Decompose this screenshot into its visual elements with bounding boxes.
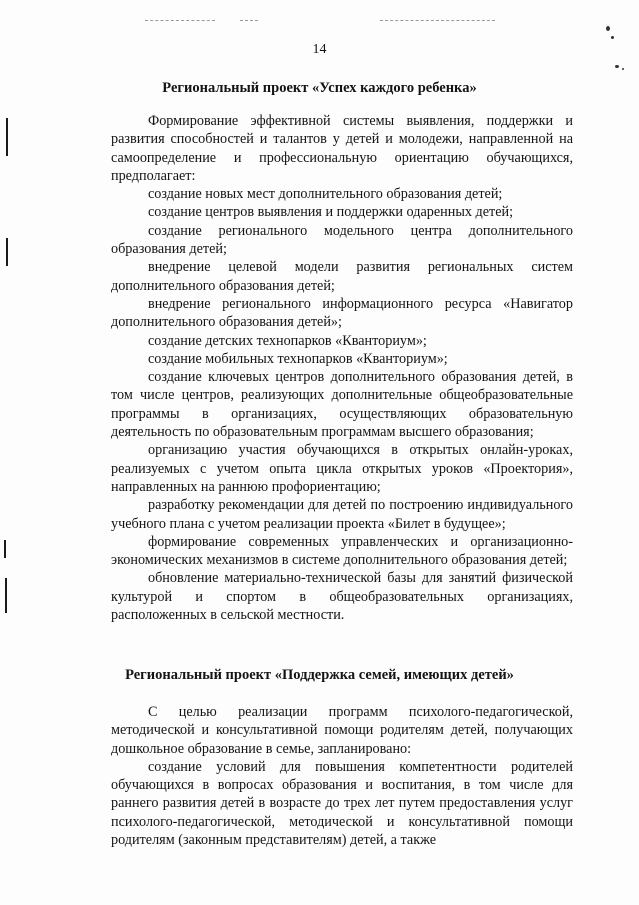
list-item: создание регионального модельного центра дополнительного образования детей; <box>111 222 573 258</box>
section-title: Региональный проект «Успех каждого ребенка» <box>162 80 477 96</box>
paragraph: Формирование эффективной системы выявления, поддержки и развития способностей и талантов у детей и молодежи, направленной на самоопределение и профессиональную ориентацию обучающихся, предполагает: <box>111 113 573 184</box>
scan-left-edge-mark <box>6 238 8 266</box>
scan-top-edge <box>240 20 258 21</box>
list-item: создание новых мест дополнительного образования детей; <box>148 186 503 203</box>
list-item: создание детских технопарков «Кванториум»; <box>148 332 427 349</box>
list-item: создание условий для повышения компетентности родителей обучающихся в вопросах образования и воспитания, в том числе для раннего развития детей в возрасте до трех лет путем предоставления услуг психолого-педагогической, методической и консультативной помощи родителям (законным представителям) детей, а также <box>111 758 573 849</box>
scan-left-edge-mark <box>5 578 7 613</box>
list-item: создание мобильных технопарков «Кванториум»; <box>148 350 448 367</box>
scan-left-edge-mark <box>6 118 8 156</box>
list-item: создание центров выявления и поддержки одаренных детей; <box>148 204 514 221</box>
list-item: создание ключевых центров дополнительного образования детей, в том числе центров, реализующих дополнительные общеобразовательные программы в организациях, осуществляющих образовательную деятельность по образовательным программам высшего образования; <box>111 369 573 441</box>
section-title: Региональный проект «Поддержка семей, имеющих детей» <box>125 667 514 683</box>
list-item: внедрение целевой модели развития региональных систем дополнительного образования детей; <box>111 259 573 294</box>
scan-speck <box>606 26 610 31</box>
section-body <box>111 112 573 624</box>
scan-speck <box>615 65 619 68</box>
list-item: разработку рекомендации для детей по построению индивидуального учебного плана с учетом реализации проекта «Билет в будущее»; <box>111 497 573 532</box>
scan-left-edge-mark <box>4 540 6 558</box>
scan-top-edge <box>380 20 495 21</box>
list-item: обновление материально-технической базы для занятий физической культурой и спортом в общеобразовательных организациях, расположенных в сельской местности. <box>111 570 573 624</box>
paragraph: С целью реализации программ психолого-педагогической, методической и консультативной помощи родителям детей, получающих дошкольное образование в семье, запланировано: <box>111 704 573 757</box>
list-item: внедрение регионального информационного ресурса «Навигатор дополнительного образования детей»; <box>111 295 573 331</box>
scan-speck <box>622 68 624 70</box>
list-item: формирование современных управленческих и организационно-экономических механизмов в системе дополнительного образования детей; <box>111 533 573 569</box>
page-number: 14 <box>312 42 327 57</box>
section-body <box>111 703 573 849</box>
scan-top-edge <box>145 20 215 21</box>
list-item: организацию участия обучающихся в открытых онлайн-уроках, реализуемых с учетом опыта цикла открытых уроков «Проектория», направленных на раннюю профориентацию; <box>111 442 573 495</box>
scan-speck <box>611 36 614 39</box>
